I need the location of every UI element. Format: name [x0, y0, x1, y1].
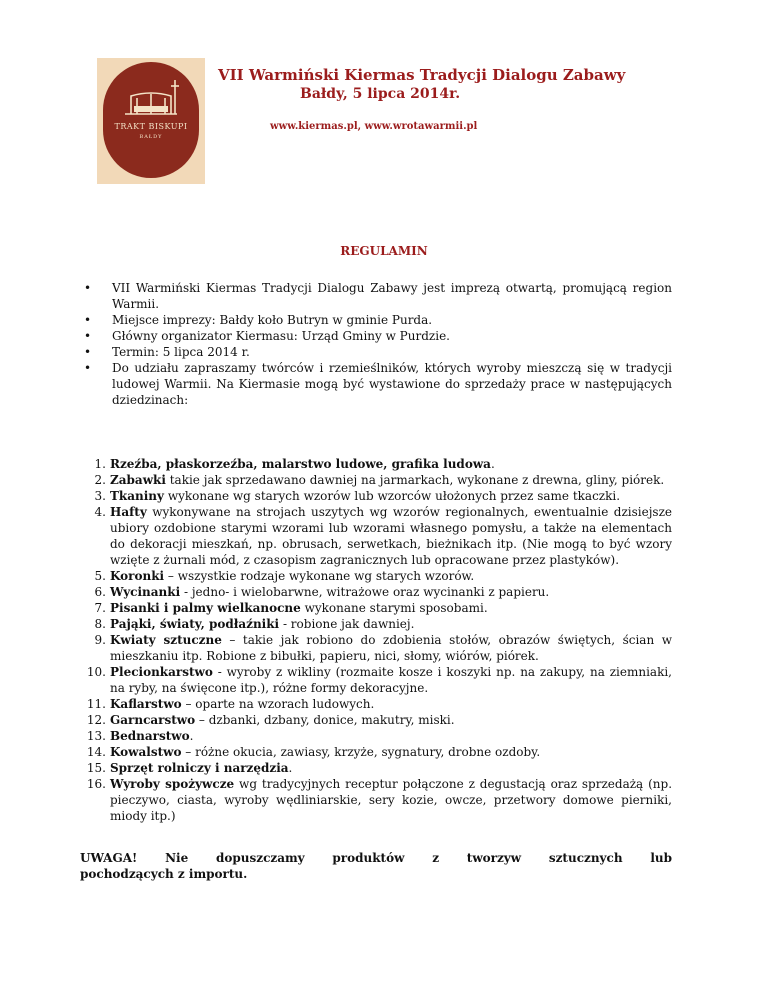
list-item: 12. Garncarstwo – dzbanki, dzbany, donice, makutry, miski. — [86, 713, 455, 727]
event-title: VII Warmiński Kiermas Tradycji Dialogu Zabawy — [218, 66, 626, 84]
list-item: 5. Koronki – wszystkie rodzaje wykonane wg starych wzorów. — [94, 569, 475, 583]
list-item: 4. Hafty wykonywane na strojach uszytych wg wzorów regionalnych, ewentualnie dzisiejsze ubiory ozdobione starymi wzorami lub wzorami własnego pomysłu, a także na elementach do dekoracji mieszkań, np. obrusach, serwetkach, bieżnikach itp. (Nie mogą to być wzory wzięte z żurnali mód, z czasopism zagranicznych lub opracowane przez plastyków). — [94, 505, 672, 567]
list-item: • VII Warmiński Kiermas Tradycji Dialogu Zabawy jest imprezą otwartą, promującą region Warmii. — [112, 280, 672, 312]
list-item: • Główny organizator Kiermasu: Urząd Gminy w Purdzie. — [112, 328, 672, 344]
list-item: 7. Pisanki i palmy wielkanocne wykonane starymi sposobami. — [94, 601, 488, 615]
list-item: 14. Kowalstwo – różne okucia, zawiasy, krzyże, sygnatury, drobne ozdoby. — [86, 745, 541, 759]
warning-note — [80, 850, 672, 882]
categories-list — [86, 456, 673, 824]
list-item: 6. Wycinanki - jedno- i wielobarwne, witrażowe oraz wycinanki z papieru. — [94, 585, 550, 599]
event-websites: www.kiermas.pl, www.wrotawarmii.pl — [270, 121, 478, 132]
list-item: 13. Bednarstwo. — [86, 729, 194, 743]
list-item: 10. Plecionkarstwo - wyroby z wikliny (rozmaite kosze i koszyki np. na zakupy, na ziemniaki, na ryby, na święcone itp.), różne formy dekoracyjne. — [86, 665, 672, 695]
list-item: 8. Pająki, światy, podłaźniki - robione jak dawniej. — [94, 617, 415, 631]
intro-list — [112, 280, 672, 408]
list-item: 2. Zabawki takie jak sprzedawano dawniej na jarmarkach, wykonane z drewna, gliny, piórek. — [94, 473, 665, 487]
list-item: 3. Tkaniny wykonane wg starych wzorów lub wzorców ułożonych przez same tkaczki. — [94, 489, 621, 503]
list-item: 15. Sprzęt rolniczy i narzędzia. — [86, 761, 293, 775]
list-item: • Termin: 5 lipca 2014 r. — [112, 344, 672, 360]
warning-line-1: UWAGA! Nie dopuszczamy produktów z tworzyw sztucznych lub — [80, 851, 672, 865]
list-item: 11. Kaflarstwo – oparte na wzorach ludowych. — [86, 697, 375, 711]
list-item: 9. Kwiaty sztuczne – takie jak robiono do zdobienia stołów, obrazów świętych, ścian w mieszkaniu itp. Robione z bibułki, papieru, nici, słomy, wiórów, piórek. — [94, 633, 672, 663]
warning-line-2: pochodzących z importu. — [80, 867, 248, 881]
logo — [97, 58, 205, 184]
list-item: • Miejsce imprezy: Bałdy koło Butryn w gminie Purda. — [112, 312, 672, 328]
list-item: 16. Wyroby spożywcze wg tradycyjnych receptur połączone z degustacją oraz sprzedażą (np. pieczywo, ciasta, wyroby wędliniarskie, sery kozie, owcze, przetwory domowe pierniki, miody itp.) — [86, 777, 673, 823]
logo-text-sub: BAŁDY — [139, 134, 163, 140]
logo-text-main: TRAKT BISKUPI — [114, 122, 188, 131]
document-heading: REGULAMIN — [340, 244, 428, 258]
list-item: • Do udziału zapraszamy twórców i rzemieślników, których wyroby mieszczą się w tradycji ludowej Warmii. Na Kiermasie mogą być wystawione do sprzedaży prace w następujących dziedzinach: — [112, 360, 672, 408]
list-item: 1. Rzeźba, płaskorzeźba, malarstwo ludowe, grafika ludowa. — [94, 457, 495, 471]
shrine-icon — [103, 62, 199, 122]
logo-emblem — [103, 62, 199, 178]
event-date: Bałdy, 5 lipca 2014r. — [300, 86, 461, 102]
